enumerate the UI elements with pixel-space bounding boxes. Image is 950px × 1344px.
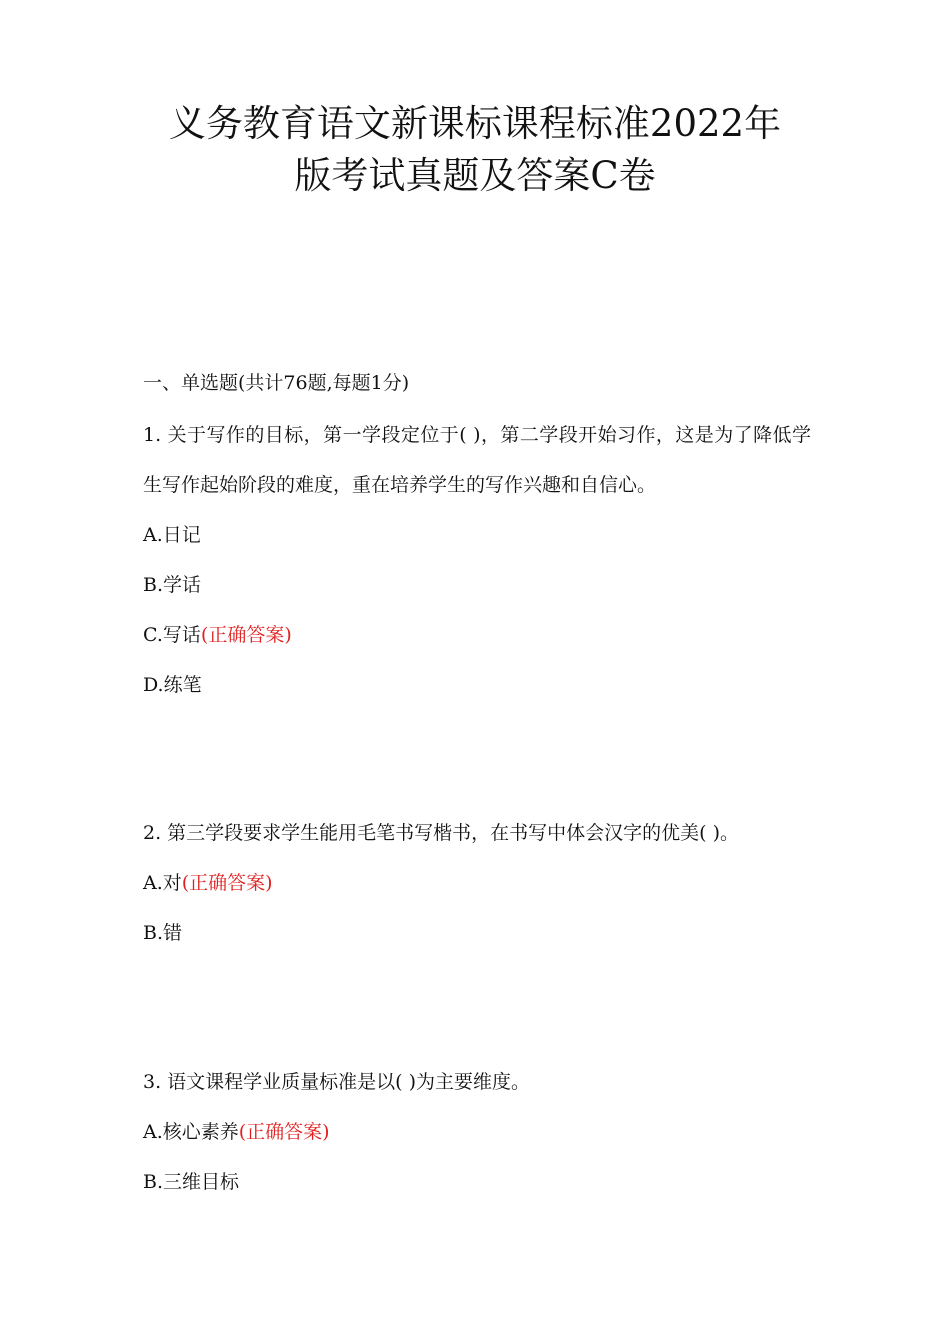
correct-answer-marker: (正确答案) <box>238 1121 330 1143</box>
correct-answer-marker: (正确答案) <box>181 872 273 894</box>
correct-answer-marker: (正确答案) <box>200 624 292 646</box>
option-b: B.学话 <box>143 574 202 596</box>
option-a: A.对(正确答案) <box>143 872 273 894</box>
option-a: A.日记 <box>143 524 201 546</box>
option-list <box>143 858 811 958</box>
question-stem: 1. 关于写作的目标，第一学段定位于( )，第二学段开始习作，这是为了降低学生写作起始阶段的难度，重在培养学生的写作兴趣和自信心。 <box>143 424 811 496</box>
title-line-1: 义务教育语文新课标课程标准2022年 <box>168 102 782 145</box>
option-b: B.三维目标 <box>143 1171 240 1193</box>
question-3 <box>143 1057 811 1207</box>
option-c: C.写话(正确答案) <box>143 624 292 646</box>
section-heading: 一、单选题(共计76题,每题1分) <box>143 372 410 394</box>
option-list <box>143 1107 811 1207</box>
title-line-2: 版考试真题及答案C卷 <box>294 154 656 197</box>
document-title <box>100 98 850 202</box>
option-b: B.错 <box>143 922 183 944</box>
question-stem: 2. 第三学段要求学生能用毛笔书写楷书，在书写中体会汉字的优美( )。 <box>143 822 740 844</box>
question-2 <box>143 808 811 958</box>
option-a: A.核心素养(正确答案) <box>143 1121 330 1143</box>
option-list <box>143 510 811 710</box>
option-d: D.练笔 <box>143 674 202 696</box>
question-stem: 3. 语文课程学业质量标准是以( )为主要维度。 <box>143 1071 531 1093</box>
question-1 <box>143 410 811 710</box>
